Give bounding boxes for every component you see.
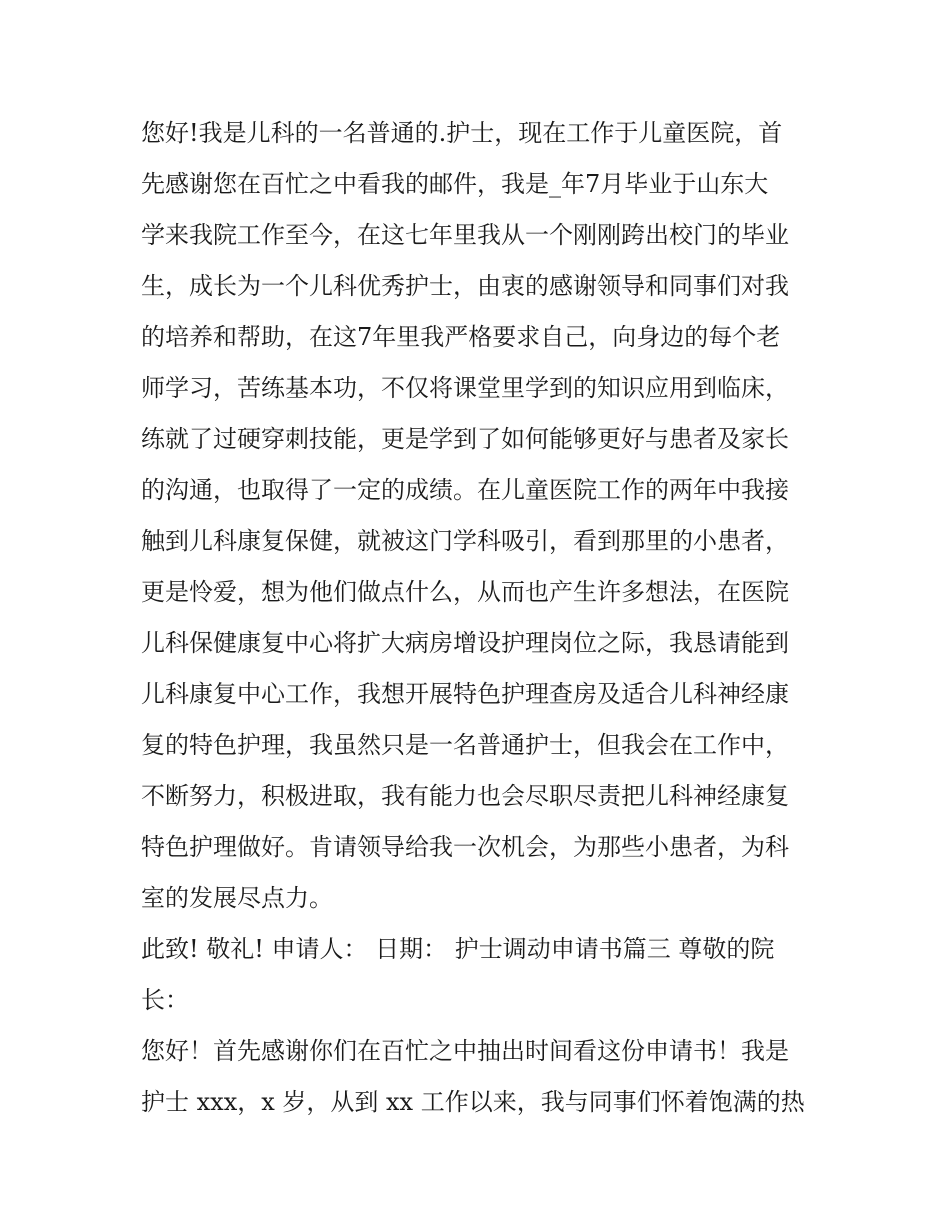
text-line: 的培养和帮助，在这7年里我严格要求自己，向身边的每个老	[141, 323, 781, 351]
text-line: 不断努力，积极进取，我有能力也会尽职尽责把儿科神经康复	[141, 782, 789, 810]
document-body	[141, 108, 821, 1128]
text-line: 触到儿科康复保健，就被这门学科吸引，看到那里的小患者，	[141, 527, 789, 555]
text-line: 儿科康复中心工作，我想开展特色护理查房及适合儿科神经康	[141, 680, 789, 708]
text-line: 练就了过硬穿刺技能，更是学到了如何能够更好与患者及家长	[141, 425, 789, 453]
text-line: 的沟通，也取得了一定的成绩。在儿童医院工作的两年中我接	[141, 476, 789, 504]
text-line: 特色护理做好。肯请领导给我一次机会，为那些小患者，为科	[141, 833, 789, 861]
text-line: 护士 xxx，x 岁，从到 xx 工作以来，我与同事们怀着饱满的热	[141, 1088, 805, 1116]
text-line: 更是怜爱，想为他们做点什么，从而也产生许多想法，在医院	[141, 578, 789, 606]
text-line: 此致! 敬礼! 申请人： 日期： 护士调动申请书篇三 尊敬的院	[141, 935, 775, 963]
text-line: 生，成长为一个儿科优秀护士，由衷的感谢领导和同事们对我	[141, 272, 789, 300]
text-line: 复的特色护理，我虽然只是一名普通护士，但我会在工作中，	[141, 731, 789, 759]
text-line: 儿科保健康复中心将扩大病房增设护理岗位之际，我恳请能到	[141, 629, 789, 657]
text-line: 先感谢您在百忙之中看我的邮件，我是_年7月毕业于山东大	[141, 170, 769, 198]
text-line: 师学习，苦练基本功，不仅将课堂里学到的知识应用到临床，	[141, 374, 789, 402]
text-line: 长：	[141, 986, 189, 1014]
text-line: 室的发展尽点力。	[141, 884, 333, 912]
text-line: 您好!我是儿科的一名普通的.护士，现在工作于儿童医院，首	[141, 119, 783, 147]
text-line: 学来我院工作至今，在这七年里我从一个刚刚跨出校门的毕业	[141, 221, 789, 249]
text-line: 您好！首先感谢你们在百忙之中抽出时间看这份申请书！我是	[141, 1037, 789, 1065]
